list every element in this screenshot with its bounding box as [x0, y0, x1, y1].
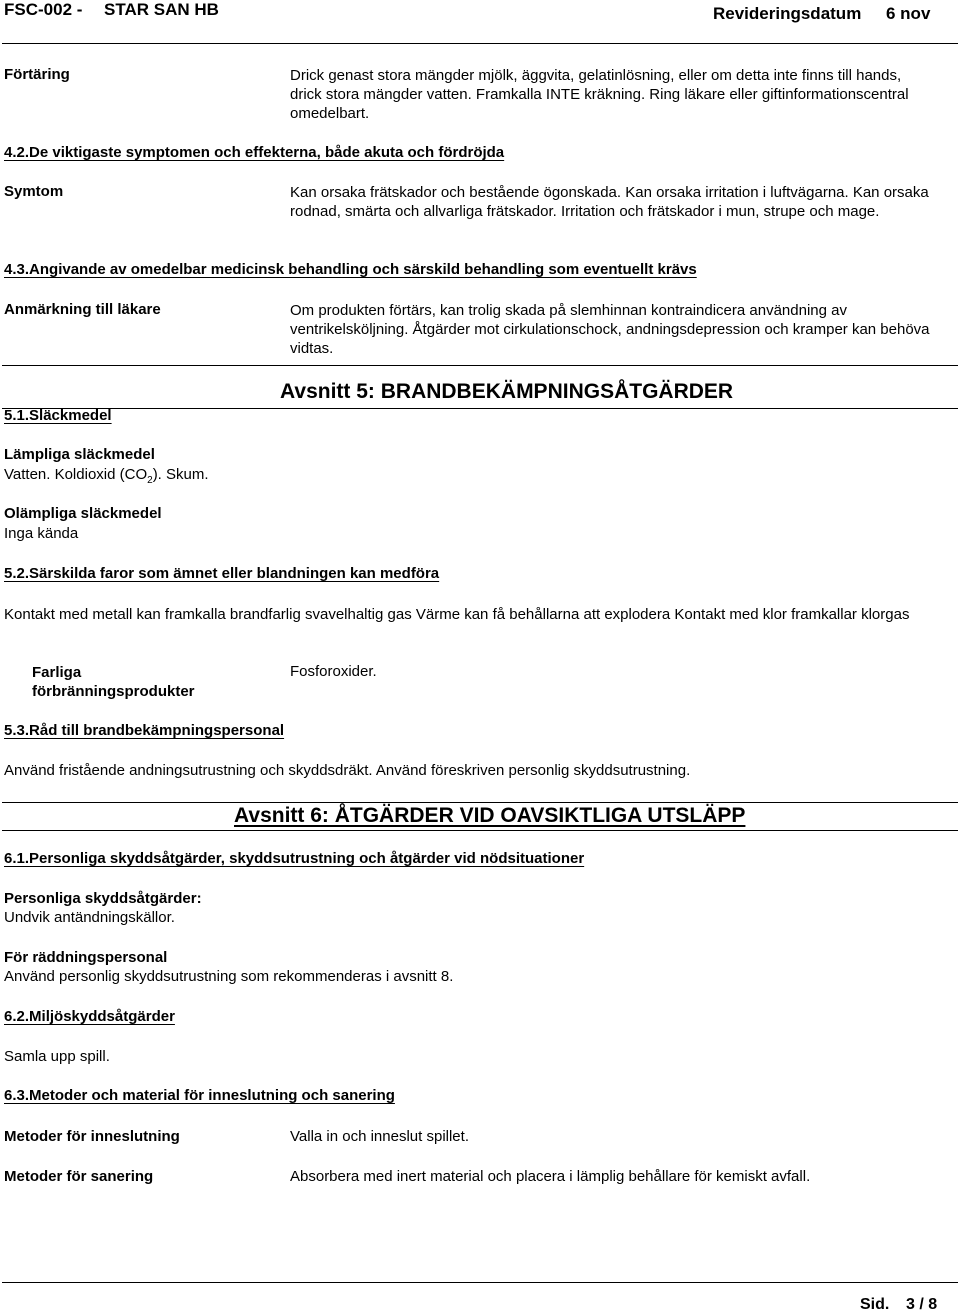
section-5-heading: Avsnitt 5: BRANDBEKÄMPNINGSÅTGÄRDER — [280, 380, 734, 403]
section-6-3-heading — [4, 1087, 395, 1104]
section-6-2-number: 6.2. — [4, 1008, 30, 1025]
combustion-products-label: Farliga förbränningsprodukter — [32, 664, 195, 700]
environmental-precautions-text: Samla upp spill. — [4, 1048, 110, 1065]
section-5-3-title: Råd till brandbekämpningspersonal — [29, 722, 285, 739]
special-hazards-text: Kontakt med metall kan framkalla brandfarlig svavelhaltig gas Värme kan få behållarna att explodera Kontakt med klor framkallar klorgas — [4, 606, 910, 623]
page-number: 3 / 8 — [906, 1296, 938, 1313]
unsuitable-media-label: Olämpliga släckmedel — [4, 505, 162, 522]
suitable-media-text — [4, 466, 209, 486]
section-4-3-title: Angivande av omedelbar medicinsk behandling och särskild behandling som eventuellt krävs — [29, 261, 697, 278]
section-5-1-heading — [4, 407, 112, 424]
ingestion-text: Drick genast stora mängder mjölk, äggvita, gelatinlösning, eller om detta inte finns till hands, drick stora mängder vatten. Framkalla INTE kräkning. Ring läkare eller giftinformationscentral omedelbart. — [290, 67, 909, 122]
physician-note-text: Om produkten förtärs, kan trolig skada på slemhinnan kontraindicera användning av ventrikelsköljning. Åtgärder mot cirkulationschock, andningsdepression och kramper kan behöva vidtas. — [290, 302, 930, 357]
co2-subscript: 2 — [147, 475, 153, 486]
revision-date: 6 nov — [886, 4, 931, 23]
section-5-bottom-rule — [2, 408, 958, 409]
section-5-3-heading — [4, 722, 284, 739]
revision-label: Revideringsdatum — [713, 4, 862, 23]
symptoms-label: Symtom — [4, 183, 64, 200]
suitable-media-text-a: Vatten. Koldioxid (CO — [4, 466, 148, 483]
section-6-top-rule — [2, 802, 958, 803]
section-4-2-title: De viktigaste symptomen och effekterna, både akuta och fördröjda — [29, 144, 505, 161]
containment-methods-value: Valla in och inneslut spillet. — [290, 1128, 469, 1145]
section-6-1-title: Personliga skyddsåtgärder, skyddsutrustning och åtgärder vid nödsituationer — [29, 850, 585, 867]
ingestion-label: Förtäring — [4, 66, 70, 83]
cleanup-methods-label: Metoder för sanering — [4, 1168, 154, 1185]
unsuitable-media-text: Inga kända — [4, 525, 79, 542]
header-rule — [2, 43, 958, 44]
section-5-2-heading — [4, 565, 439, 582]
personal-precautions-label: Personliga skyddsåtgärder: — [4, 890, 202, 907]
section-4-3-heading — [4, 261, 697, 278]
cleanup-methods-value: Absorbera med inert material och placera i lämplig behållare för kemiskt avfall. — [290, 1168, 811, 1185]
containment-methods-label: Metoder för inneslutning — [4, 1128, 180, 1145]
section-4-3-number: 4.3. — [4, 261, 30, 278]
rescue-personnel-text: Använd personlig skyddsutrustning som rekommenderas i avsnitt 8. — [4, 968, 454, 985]
rescue-personnel-label: För räddningspersonal — [4, 949, 168, 966]
section-5-top-rule — [2, 365, 958, 366]
section-6-2-heading — [4, 1008, 175, 1025]
section-5-2-number: 5.2. — [4, 565, 30, 582]
combustion-products-value: Fosforoxider. — [290, 663, 377, 680]
section-5-3-number: 5.3. — [4, 722, 30, 739]
section-6-1-number: 6.1. — [4, 850, 30, 867]
suitable-media-label: Lämpliga släckmedel — [4, 446, 155, 463]
section-4-2-number: 4.2. — [4, 144, 30, 161]
section-5-1-title: Släckmedel — [29, 407, 112, 424]
section-6-1-heading — [4, 850, 584, 867]
section-5-2-title: Särskilda faror som ämnet eller blandningen kan medföra — [29, 565, 440, 582]
personal-precautions-text: Undvik antändningskällor. — [4, 909, 175, 926]
firefighter-advice-text: Använd fristående andningsutrustning och skyddsdräkt. Använd föreskriven personlig skyddsutrustning. — [4, 762, 691, 779]
physician-note-label: Anmärkning till läkare — [4, 301, 161, 318]
footer-rule — [2, 1282, 958, 1283]
section-6-3-title: Metoder och material för inneslutning och sanering — [29, 1087, 395, 1104]
doc-id: FSC-002 - — [4, 0, 83, 19]
section-4-2-heading — [4, 144, 504, 161]
suitable-media-text-b: ). Skum. — [152, 466, 209, 483]
section-6-bottom-rule — [2, 830, 958, 831]
product-name: STAR SAN HB — [104, 0, 219, 19]
section-6-heading: Avsnitt 6: ÅTGÄRDER VID OAVSIKTLIGA UTSLÄPP — [234, 804, 746, 827]
section-6-3-number: 6.3. — [4, 1087, 30, 1104]
page-label: Sid. — [860, 1296, 890, 1313]
section-6-2-title: Miljöskyddsåtgärder — [29, 1008, 175, 1025]
symptoms-text: Kan orsaka frätskador och bestående ögonskada. Kan orsaka irritation i luftvägarna. Kan orsaka rodnad, smärta och allvarliga frätskador. Irritation och frätskador i mun, strupe och mage. — [290, 184, 929, 220]
section-5-1-number: 5.1. — [4, 407, 30, 424]
